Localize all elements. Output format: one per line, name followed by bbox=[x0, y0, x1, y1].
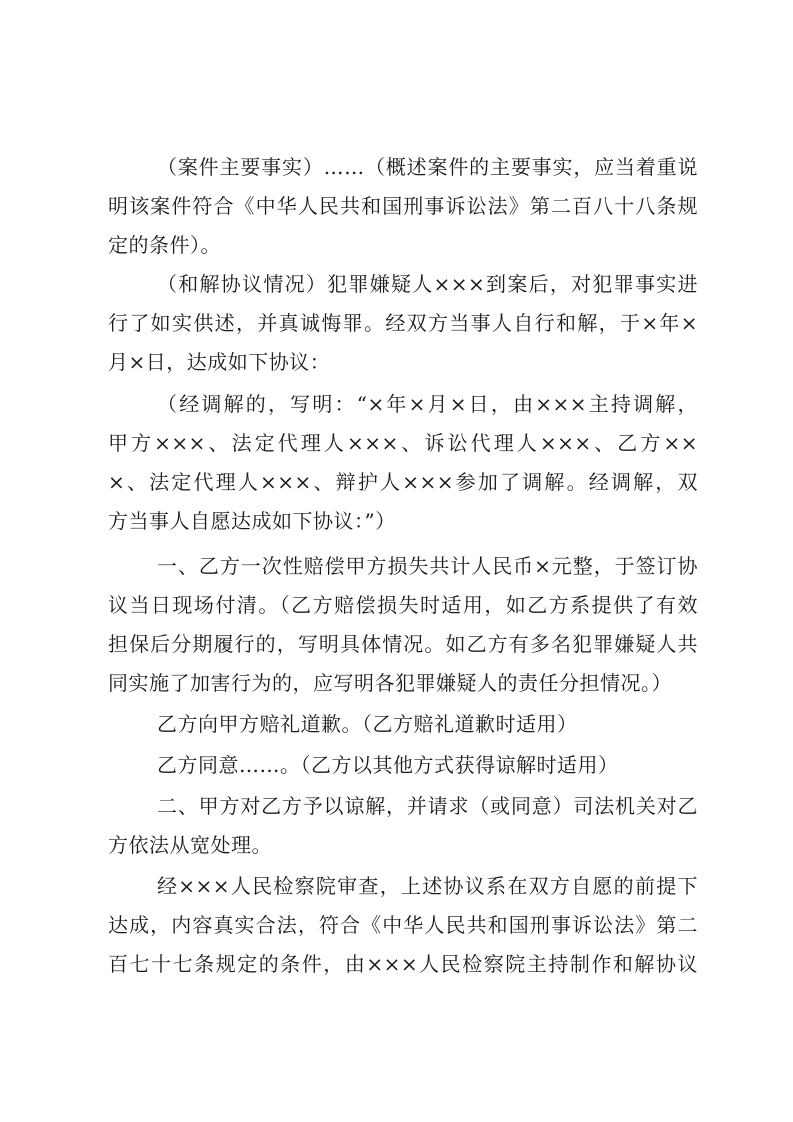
text-line: 月×日，达成如下协议： bbox=[108, 350, 331, 374]
text-line: 同实施了加害行为的，应写明各犯罪嫌疑人的责任分担情况。） bbox=[108, 671, 672, 695]
text-line: 百七十七条规定的条件，由×××人民检察院主持制作和解协议 bbox=[108, 952, 698, 976]
text-line: 担保后分期履行的，写明具体情况。如乙方有多名犯罪嫌疑人共 bbox=[108, 632, 698, 656]
text-line: 二、甲方对乙方予以谅解，并请求（或同意）司法机关对乙 bbox=[157, 794, 698, 818]
text-line: 经×××人民检察院审查，上述协议系在双方自愿的前提下 bbox=[157, 874, 698, 898]
text-line: 方当事人自愿达成如下协议：”） bbox=[108, 509, 396, 533]
text-line: 甲方×××、法定代理人×××、诉讼代理人×××、乙方×× bbox=[108, 431, 698, 455]
text-line: 达成，内容真实合法，符合《中华人民共和国刑事诉讼法》第二 bbox=[108, 913, 698, 937]
text-line: 乙方向甲方赔礼道歉。（乙方赔礼道歉时适用） bbox=[157, 712, 578, 736]
text-line: 议当日现场付清。（乙方赔偿损失时适用，如乙方系提供了有效 bbox=[108, 593, 698, 617]
text-line: 一、乙方一次性赔偿甲方损失共计人民币×元整，于签订协 bbox=[157, 554, 698, 578]
text-line: ×、法定代理人×××、辩护人×××参加了调解。经调解，双 bbox=[108, 470, 698, 494]
text-line: 明该案件符合《中华人民共和国刑事诉讼法》第二百八十八条规 bbox=[108, 194, 698, 218]
text-line: （经调解的，写明：“×年×月×日，由×××主持调解， bbox=[157, 392, 698, 416]
text-line: 乙方同意……。（乙方以其他方式获得谅解时适用） bbox=[157, 753, 619, 777]
text-line: （和解协议情况）犯罪嫌疑人×××到案后，对犯罪事实进 bbox=[157, 272, 698, 296]
text-line: 定的条件）。 bbox=[108, 233, 221, 257]
text-line: 行了如实供述，并真诚悔罪。经双方当事人自行和解，于×年× bbox=[108, 311, 698, 335]
text-line: 方依法从宽处理。 bbox=[108, 833, 272, 857]
text-line: （案件主要事实）……（概述案件的主要事实，应当着重说 bbox=[157, 155, 698, 179]
